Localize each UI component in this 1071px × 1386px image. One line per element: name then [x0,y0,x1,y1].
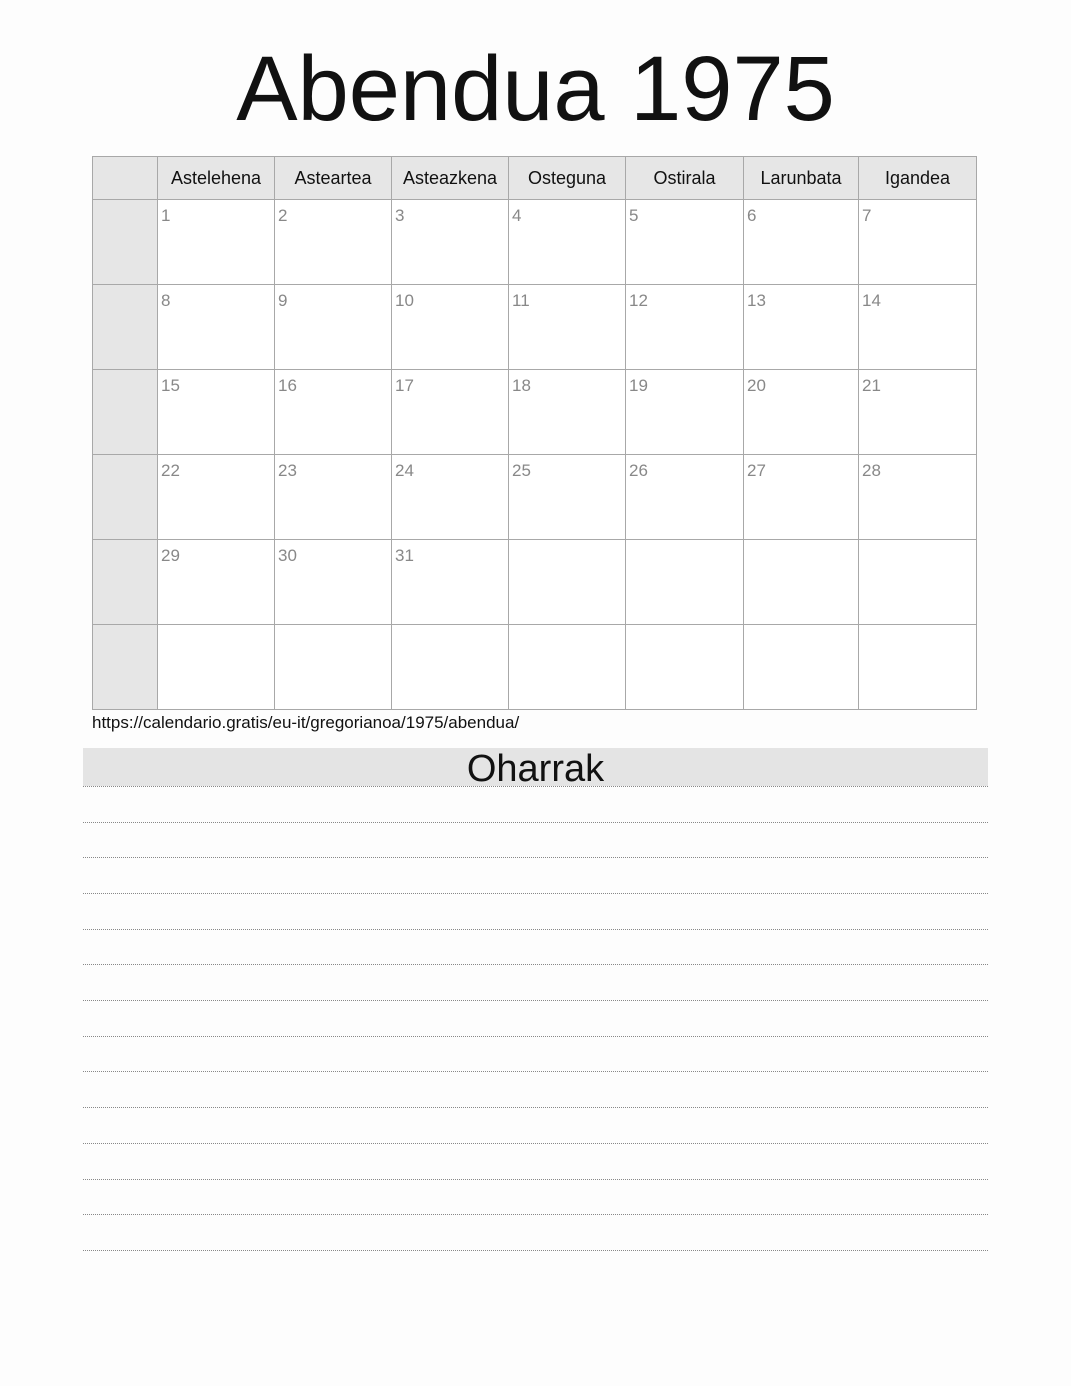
note-line [83,1107,988,1108]
day-number: 19 [629,376,648,395]
week-number-cell [93,200,158,285]
day-cell [744,370,859,455]
calendar-grid [92,156,977,710]
day-number [859,625,976,631]
day-cell [626,540,744,625]
day-cell [392,285,509,370]
day-cell [859,285,977,370]
day-cell [859,625,977,710]
day-cell [626,455,744,540]
day-number: 26 [629,461,648,480]
day-number: 30 [278,546,297,565]
note-line [83,893,988,894]
day-cell [275,625,392,710]
day-number [744,625,858,631]
day-cell [275,540,392,625]
day-number: 23 [278,461,297,480]
weekday-header: Igandea [859,157,977,200]
day-number: 8 [161,291,171,310]
day-cell [392,370,509,455]
day-cell [744,455,859,540]
week-column-header [93,157,158,200]
note-line [83,1214,988,1215]
day-number: 17 [395,376,414,395]
day-number [626,540,743,546]
day-cell [392,540,509,625]
day-number: 10 [395,291,414,310]
week-row [93,625,977,710]
day-cell [509,625,626,710]
day-number: 4 [512,206,522,225]
day-number: 31 [395,546,414,565]
day-cell [158,285,275,370]
day-number [859,540,976,546]
day-number: 11 [512,291,530,310]
day-cell [626,285,744,370]
day-number [626,625,743,631]
day-number: 5 [629,206,639,225]
note-line [83,786,988,787]
source-url: https://calendario.gratis/eu-it/gregorianoa/1975/abendua/ [92,713,520,732]
day-number: 13 [747,291,766,310]
day-number: 25 [512,461,531,480]
week-number-cell [93,540,158,625]
day-cell [392,455,509,540]
weekday-header: Asteazkena [392,157,509,200]
page-title: Abendua 1975 [236,38,835,140]
day-cell [626,370,744,455]
day-cell [275,285,392,370]
day-number: 29 [161,546,180,565]
week-row [93,200,977,285]
weekday-header: Larunbata [744,157,859,200]
day-cell [275,455,392,540]
day-number: 2 [278,206,288,225]
day-number [509,625,625,631]
day-cell [158,455,275,540]
day-cell [275,200,392,285]
day-cell [509,200,626,285]
day-number [509,540,625,546]
day-cell [158,540,275,625]
day-number [158,625,274,631]
day-number: 9 [278,291,288,310]
day-number: 20 [747,376,766,395]
day-number: 14 [862,291,881,310]
week-number-cell [93,455,158,540]
day-cell [744,200,859,285]
day-cell [158,625,275,710]
note-line [83,1036,988,1037]
day-number: 3 [395,206,405,225]
day-cell [859,540,977,625]
week-row [93,455,977,540]
weekday-header: Ostirala [626,157,744,200]
week-number-cell [93,285,158,370]
note-line [83,857,988,858]
note-line [83,1071,988,1072]
note-line [83,1000,988,1001]
day-cell [509,455,626,540]
day-cell [859,370,977,455]
day-number: 6 [747,206,757,225]
day-cell [158,200,275,285]
day-cell [744,625,859,710]
week-number-cell [93,625,158,710]
day-cell [626,625,744,710]
note-line [83,822,988,823]
day-number [744,540,858,546]
day-number: 21 [862,376,881,395]
note-line [83,1179,988,1180]
day-number: 28 [862,461,881,480]
day-number: 27 [747,461,766,480]
week-row [93,285,977,370]
day-cell [509,370,626,455]
day-cell [275,370,392,455]
day-number [275,625,391,631]
day-number: 24 [395,461,414,480]
week-row [93,370,977,455]
note-line [83,1143,988,1144]
week-row [93,540,977,625]
weekday-header: Asteartea [275,157,392,200]
day-cell [859,455,977,540]
day-number [392,625,508,631]
day-number: 15 [161,376,180,395]
note-line [83,929,988,930]
day-cell [626,200,744,285]
note-line [83,964,988,965]
day-cell [509,285,626,370]
day-number: 1 [161,206,171,225]
weekday-header: Osteguna [509,157,626,200]
note-line [83,1250,988,1251]
day-number: 12 [629,291,648,310]
day-number: 18 [512,376,531,395]
day-cell [509,540,626,625]
day-cell [859,200,977,285]
day-cell [158,370,275,455]
notes-heading: Oharrak [83,748,988,786]
week-number-cell [93,370,158,455]
day-cell [392,625,509,710]
day-number: 22 [161,461,180,480]
day-cell [744,285,859,370]
day-number: 7 [862,206,872,225]
weekday-header: Astelehena [158,157,275,200]
day-cell [744,540,859,625]
weekday-header-row [93,157,977,200]
day-number: 16 [278,376,297,395]
day-cell [392,200,509,285]
